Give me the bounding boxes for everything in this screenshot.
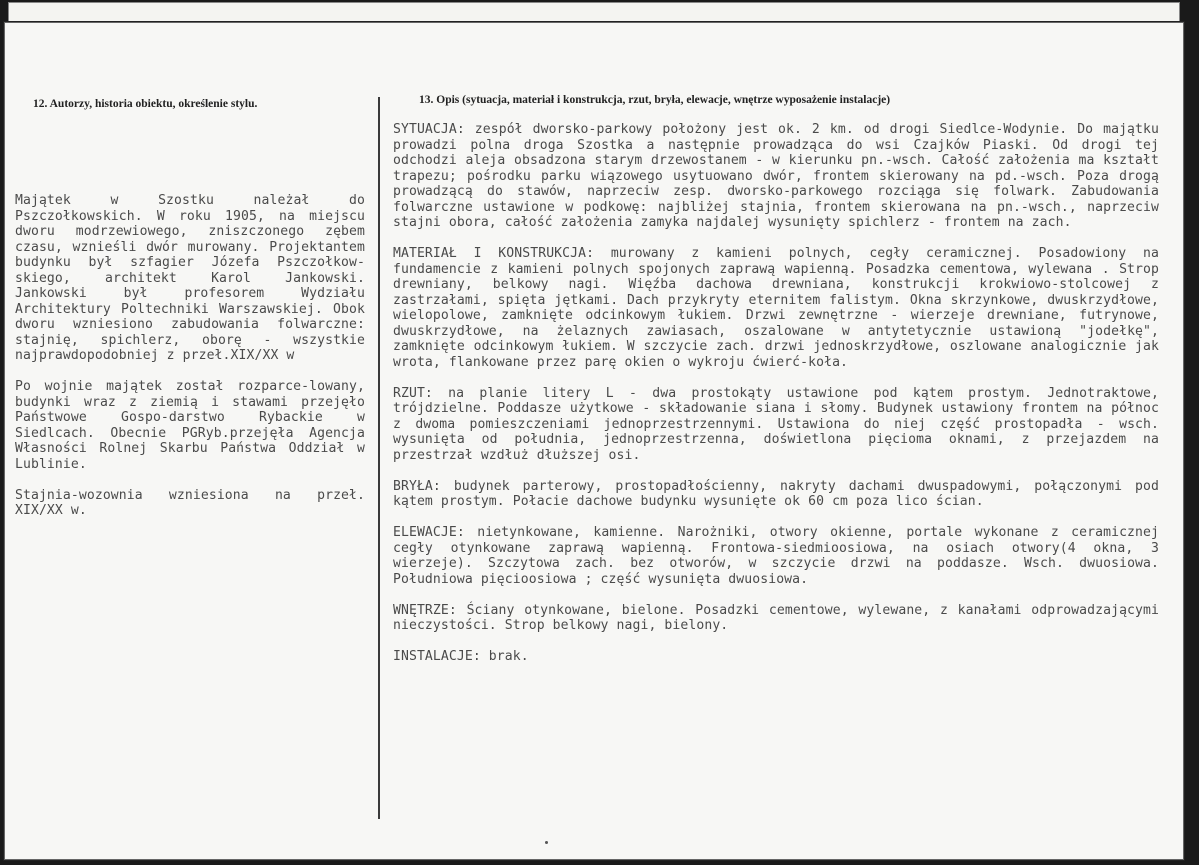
column-divider (378, 97, 380, 819)
elevations-paragraph: ELEWACJE: nietynkowane, kamienne. Narożniki, otwory okienne, portale wykonane z ceramicznej cegły otynkowane zaprawą wapienną. Frontowa-siedmioosiowa, na osiach otwory(4 okna, 3 wierzeje). Szczytowa zach. bez otworów, w szczycie drzwi na poddasze. Wsch. dwuosiowa. Południowa pięcioosiowa ; część wysunięta dwuosiowa. (393, 525, 1159, 587)
stable-date-paragraph: Stajnia-wozownia wzniesiona na przeł. XIX/XX w. (15, 487, 365, 518)
section-13-body (393, 122, 1159, 680)
material-paragraph: MATERIAŁ I KONSTRUKCJA: murowany z kamieni polnych, cegły ceramicznej. Posadowiony na fundamencie z kamieni polnych spojonych zaprawą wapienną. Posadzka cementowa, wylewana . Strop drewniany, belkowy nagi. Więźba dachowa drewniana, konstrukcji krokwiowo-stolcowej z zastrzałami, spięta jętkami. Dach przykryty eternitem falistym. Okna skrzynkowe, dwuskrzydłowe, wielopolowe, zamknięte odcinkowym łukiem. Drzwi zewnętrzne - wierzeje drewniane, futrynowe, dwuskrzydłowe, na żelaznych zawiasach, oszalowane w antytetycznie ustawioną "jodełkę", zamknięte odcinkowym łukiem. W szczycie zach. drzwi jednoskrzydłowe, oszlowane analogicznie jak wrota, flankowane przez parę okien o wykroju ćwierć-koła. (393, 246, 1159, 370)
installations-paragraph: INSTALACJE: brak. (393, 649, 529, 664)
right-column (385, 23, 1175, 859)
massing-paragraph: BRYŁA: budynek parterowy, prostopadłościenny, nakryty dachami dwuspadowymi, połączonymi pod kątem prostym. Połacie dachowe budynku wysunięte ok 60 cm poza lico ścian. (393, 478, 1159, 509)
section-12-body (15, 193, 365, 534)
postwar-paragraph: Po wojnie majątek został rozparce-lowany, budynki wraz z ziemią i stawami przejęło Państwowe Gospo-darstwo Rybackie w Siedlcach. Obecnie PGRyb.przejęła Agencja Własności Rolnej Skarbu Państwa Oddział w Lublinie. (15, 379, 365, 472)
ink-dot (545, 841, 548, 844)
history-paragraph: Majątek w Szostku należał do Pszczołkowskich. W roku 1905, na miejscu dworu modrzewiowego, zniszczonego zębem czasu, wznieśli dwór murowany. Projektantem budynku był szfagier Józefa Pszczołkow-skiego, architekt Karol Jankowski. Jankowski był profesorem Wydziału Architektury Poltechniki Warszawskiej. Obok dworu wzniesiono zabudowania folwarczne: stajnię, spichlerz, oborę - wszystkie najprawdopodobniej z przeł.XIX/XX w (15, 193, 365, 363)
section-12-heading: 12. Autorzy, historia obiektu, określenie stylu. (33, 98, 258, 110)
interior-paragraph: WNĘTRZE: Ściany otynkowane, bielone. Posadzki cementowe, wylewane, z kanałami odprowadzającymi nieczystości. Strop belkowy nagi, bielony. (393, 602, 1159, 633)
section-13-heading: 13. Opis (sytuacja, materiał i konstrukcja, rzut, bryła, elewacje, wnętrze wyposażenie instalacje) (419, 94, 891, 106)
situation-paragraph: SYTUACJA: zespół dworsko-parkowy położony jest ok. 2 km. od drogi Siedlce-Wodynie. Do majątku prowadzi polna droga Szostka a następnie prowadząca do wsi Czajków Piaski. Od drogi tej odchodzi aleja obsadzona starym drzewostanem - w kierunku pn.-wsch. Całość założenia ma kształt trapezu; pośrodku parku wiązowego usytuowano dwór, frontem skierowany na pd.-wsch. Poza drogą prowadzącą do stawów, naprzeciw zesp. dworsko-parkowego rozciąga się folwark. Zabudowania folwarczne ustawione w podkowę: najbliżej stajnia, frontem skierowana na pn.-wsch., naprzeciw stajni obora, całość założenia zamyka najdalej wysunięty spichlerz - frontem na zach. (393, 122, 1159, 230)
document-page (4, 22, 1184, 860)
plan-paragraph: RZUT: na planie litery L - dwa prostokąty ustawione pod kątem prostym. Jednotraktowe, trójdzielne. Poddasze użytkowe - składowanie siana i słomy. Budynek ustawiony frontem na północ z dwoma pomieszczeniami jednoprzestrzennymi. Ustawiona do niej część prostopadła - wsch. wysunięta od południa, jednoprzestrzenna, doświetlona pięcioma oknami, z przejazdem na przestrzał wzdłuż dłuższej osi. (393, 385, 1159, 463)
left-column (5, 23, 375, 859)
